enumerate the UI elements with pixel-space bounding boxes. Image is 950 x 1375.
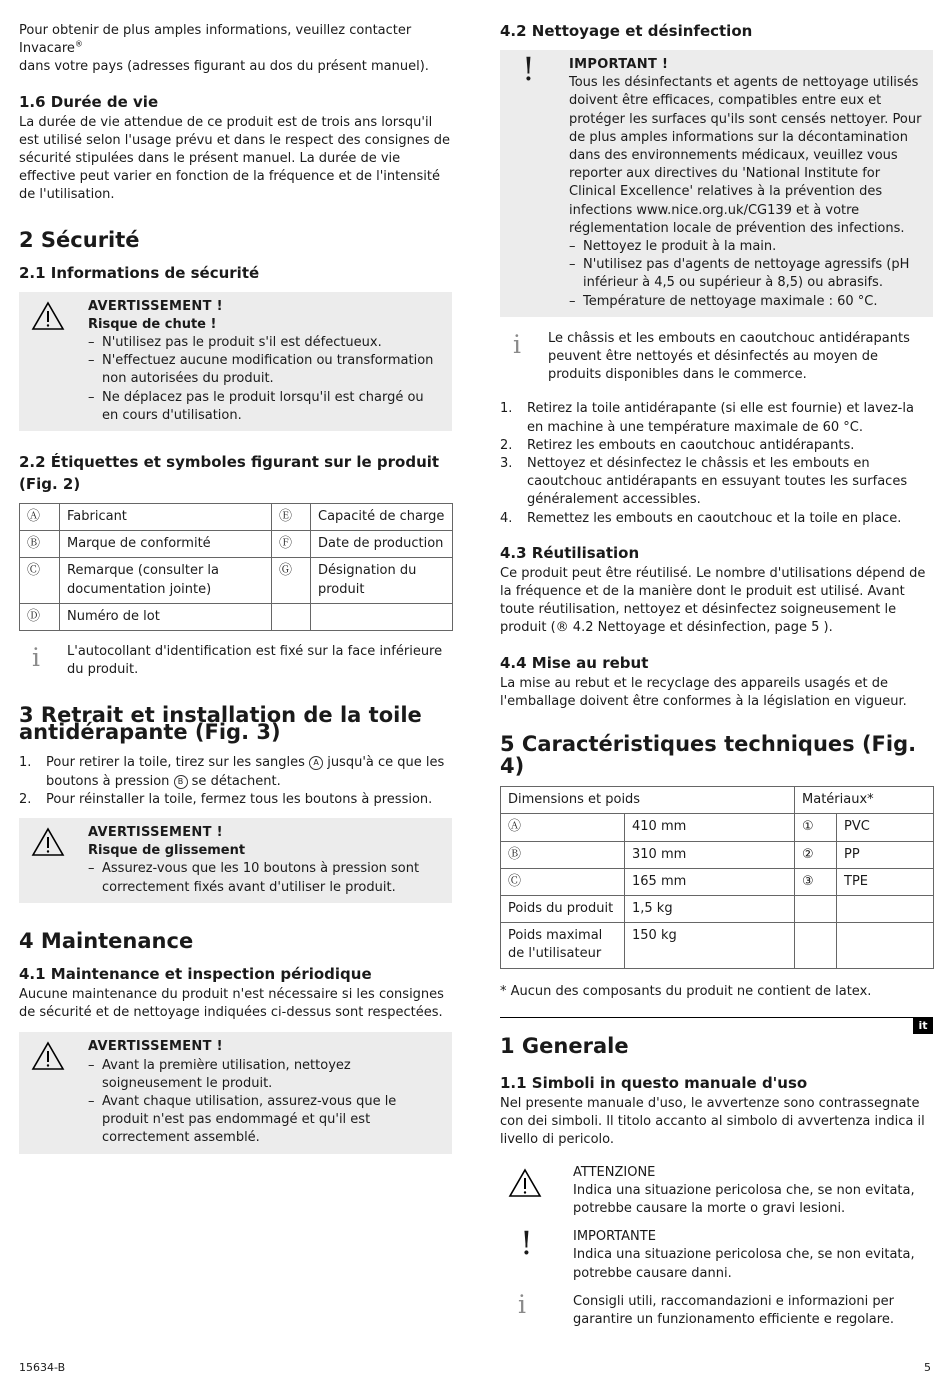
info-note-text: Le châssis et les embouts en caoutchouc antidérapants peuvent être nettoyés et désinfectés au moyen de produits disponibles dans le commerce. [548, 330, 910, 383]
section-4-2-heading: 4.2 Nettoyage et désinfection [500, 22, 753, 40]
table-cell: Ⓕ [272, 531, 311, 558]
important-title: IMPORTANT ! [569, 57, 669, 72]
technical-data-table [500, 786, 934, 968]
section-2-1-heading: 2.1 Informations de sécurité [19, 263, 260, 282]
table-header-row [501, 787, 934, 814]
table-row [20, 603, 453, 630]
warning-triangle-icon [31, 301, 65, 331]
list-item: – Assurez-vous que les 10 boutons à pression sont correctement fixés avant d'utiliser le produit. [88, 860, 442, 896]
important-text: Tous les désinfectants et agents de nettoyage utilisés doivent être efficaces, compatibles entre eux et protéger les surfaces qu'ils sont censés nettoyer. Pour de plus amples informations sur la décontamination dans des environnements médicaux, veuillez vous reporter aux directives du 'National Institute for Clinical Excellence' relatives à la prévention des infections www.nice.org.uk/CG139 et à votre réglementation locale de prévention des infections. [569, 75, 922, 236]
info-icon: i [32, 643, 40, 673]
table-cell: Ⓑ [20, 531, 60, 558]
table-cell [311, 603, 453, 630]
callout-marker: A [309, 756, 323, 770]
info-note-text: L'autocollant d'identification est fixé sur la face inférieure du produit. [67, 644, 443, 678]
table-cell [272, 603, 311, 630]
table-cell: ② [795, 841, 837, 868]
warning-box-maintenance [19, 1032, 452, 1153]
it-section-1-heading: 1 Generale [500, 1034, 629, 1058]
table-row [501, 868, 934, 895]
left-column [19, 22, 452, 1154]
section-4-1-text: Aucune maintenance du produit n'est nécessaire si les consignes de sécurité et de nettoyage indiquées ci-dessus sont respectées. [19, 986, 444, 1021]
table-cell: Ⓒ [20, 558, 60, 603]
symbol-label: ATTENZIONE [573, 1164, 656, 1180]
registered-mark: ® [74, 39, 83, 49]
table-cell: Remarque (consulter la documentation jointe) [60, 558, 272, 603]
it-symbol-warning [500, 1164, 933, 1219]
table-cell: Ⓓ [20, 603, 60, 630]
info-note-cleaning [500, 330, 933, 385]
list-item: 2. Retirez les embouts en caoutchouc antidérapants. [500, 437, 855, 453]
list-item: – Avant chaque utilisation, assurez-vous que le produit n'est pas endommagé et qu'il est correctement assemblé. [88, 1093, 442, 1148]
it-section-1-1-heading: 1.1 Simboli in questo manuale d'uso [500, 1074, 808, 1092]
table-cell: Fabricant [60, 504, 272, 531]
table-cell: 165 mm [625, 868, 795, 895]
list-item: 2. Pour réinstaller la toile, fermez tous les boutons à pression. [19, 791, 433, 807]
table-cell: Marque de conformité [60, 531, 272, 558]
page-number: 5 [924, 1361, 931, 1374]
warning-list [88, 1057, 442, 1148]
info-note-label [19, 643, 452, 679]
warning-list [88, 334, 442, 425]
table-cell: Date de production [311, 531, 453, 558]
table-cell: Désignation du produit [311, 558, 453, 603]
exclamation-icon: ! [520, 1224, 533, 1263]
it-symbol-info [500, 1289, 933, 1329]
cleaning-steps [500, 400, 933, 527]
table-row [20, 504, 453, 531]
warning-box-fall [19, 292, 452, 431]
list-item: – Ne déplacez pas le produit lorsqu'il est chargé ou en cours d'utilisation. [88, 389, 442, 425]
section-2-2-heading: 2.2 Étiquettes et symboles figurant sur le produit (Fig. 2) [19, 453, 440, 494]
table-cell [795, 923, 837, 968]
latex-note: * Aucun des composants du produit ne contient de latex. [500, 983, 872, 999]
list-item: – Avant la première utilisation, nettoyez soigneusement le produit. [88, 1057, 442, 1093]
section-4-1-heading: 4.1 Maintenance et inspection périodique [19, 964, 372, 983]
symbol-text: Indica una situazione pericolosa che, se non evitata, potrebbe causare la morte o gravi lesioni. [573, 1182, 915, 1217]
list-item: 1. Pour retirer la toile, tirez sur les sangles A jusqu'à ce que les boutons à pression B se détachent. [19, 755, 445, 789]
warning-triangle-icon [31, 1041, 65, 1071]
table-cell: Ⓐ [20, 504, 60, 531]
important-box [500, 50, 933, 317]
table-row [501, 923, 934, 968]
table-row [20, 558, 453, 603]
list-item: – Température de nettoyage maximale : 60 °C. [569, 293, 923, 311]
warning-box-slip [19, 818, 452, 903]
section-4-heading: 4 Maintenance [19, 928, 194, 953]
table-row [501, 814, 934, 841]
section-4-4-heading: 4.4 Mise au rebut [500, 653, 649, 672]
document-code: 15634-B [19, 1361, 66, 1374]
table-row [20, 531, 453, 558]
warning-triangle-icon [508, 1168, 542, 1198]
right-column [500, 22, 933, 1001]
section-5-heading: 5 Caractéristiques techniques (Fig. 4) [500, 732, 917, 779]
section-4-3-heading: 4.3 Réutilisation [500, 543, 640, 562]
info-icon: i [518, 1289, 526, 1319]
table-cell: ③ [795, 868, 837, 895]
table-row [501, 895, 934, 922]
warning-title: AVERTISSEMENT ! [88, 1039, 223, 1055]
table-cell: Capacité de charge [311, 504, 453, 531]
table-cell: PVC [837, 814, 934, 841]
symbol-text: Indica una situazione pericolosa che, se non evitata, potrebbe causare danni. [573, 1247, 915, 1281]
table-cell: Ⓒ [501, 868, 625, 895]
list-item: 3. Nettoyez et désinfectez le châssis et les embouts en caoutchouc antidérapants en essuyant toutes les surfaces généralement accessibles. [500, 456, 908, 508]
info-icon: i [513, 329, 521, 359]
table-cell: Ⓖ [272, 558, 311, 603]
table-cell: PP [837, 841, 934, 868]
section-1-6-heading: 1.6 Durée de vie [19, 92, 159, 111]
warning-title: AVERTISSEMENT ! [88, 298, 223, 314]
section-4-3-text: Ce produit peut être réutilisé. Le nombre d'utilisations dépend de la fréquence et de la manière dont le produit est utilisé. Avant toute réutilisation, nettoyez et désinfectez soigneusement le produit (® 4.2 Nettoyage et désinfection, page 5 ). [500, 565, 926, 636]
warning-title: AVERTISSEMENT ! [88, 825, 223, 841]
important-exclamation-icon: ! [522, 50, 535, 88]
symbol-text: Consigli utili, raccomandazioni e informazioni per garantire un funzionamento efficiente e regolare. [573, 1293, 894, 1328]
section-4-4-text: La mise au rebut et le recyclage des appareils usagés et de l'emballage doivent être conformes à la législation en vigueur. [500, 675, 907, 709]
warning-list [88, 860, 442, 896]
list-item: – N'utilisez pas le produit s'il est défectueux. [88, 334, 442, 352]
language-badge: it [913, 1017, 933, 1034]
table-cell: 410 mm [625, 814, 795, 841]
table-cell: Poids maximal de l'utilisateur [501, 923, 625, 968]
table-cell: Ⓔ [272, 504, 311, 531]
table-cell: 310 mm [625, 841, 795, 868]
section-1-6-text: La durée de vie attendue de ce produit est de trois ans lorsqu'il est utilisé selon l'usage prévu et dans le respect des consignes de sécurité stipulées dans le présent manuel. La durée de vie effective peut varier en fonction de la fréquence et de l'intensité de l'utilisation. [19, 114, 451, 203]
intro-paragraph: Pour obtenir de plus amples informations, veuillez contacter Invacare® dans votre pays (adresses figurant au dos du présent manuel). [19, 23, 429, 75]
section-3-steps [19, 754, 452, 809]
list-item: 4. Remettez les embouts en caoutchouc et la toile en place. [500, 510, 902, 526]
list-item: – Nettoyez le produit à la main. [569, 238, 923, 256]
it-symbol-important [500, 1224, 933, 1283]
list-item: – N'utilisez pas d'agents de nettoyage agressifs (pH inférieur à 4,5 ou supérieur à 8,5) ou abrasifs. [569, 256, 923, 292]
table-header-cell: Matériaux* [795, 787, 934, 814]
list-item: 1. Retirez la toile antidérapante (si elle est fournie) et lavez-la en machine à une température maximale de 60 °C. [500, 401, 914, 435]
table-cell [837, 895, 934, 922]
important-list [569, 238, 923, 311]
section-2-heading: 2 Sécurité [19, 227, 140, 252]
table-header-cell: Dimensions et poids [501, 787, 795, 814]
italian-section [500, 1035, 933, 1329]
callout-marker: B [174, 775, 188, 789]
table-row [501, 841, 934, 868]
table-cell [837, 923, 934, 968]
labels-table [19, 503, 453, 631]
table-cell: 1,5 kg [625, 895, 795, 922]
table-cell: Ⓑ [501, 841, 625, 868]
warning-subtitle: Risque de chute ! [88, 316, 217, 332]
table-cell: TPE [837, 868, 934, 895]
warning-subtitle: Risque de glissement [88, 843, 246, 859]
section-3-heading: 3 Retrait et installation de la toile antidérapante (Fig. 3) [19, 703, 422, 745]
list-item: – N'effectuez aucune modification ou transformation non autorisées du produit. [88, 352, 442, 388]
table-cell: Ⓐ [501, 814, 625, 841]
table-cell: Numéro de lot [60, 603, 272, 630]
it-section-1-1-text: Nel presente manuale d'uso, le avvertenze sono contrassegnate con dei simboli. Il titolo accanto al simbolo di avvertenza indica il livello di pericolo. [500, 1096, 925, 1148]
language-divider [500, 1017, 933, 1018]
symbol-label: IMPORTANTE [573, 1229, 656, 1245]
table-cell [795, 895, 837, 922]
warning-triangle-icon [31, 827, 65, 857]
table-cell: ① [795, 814, 837, 841]
table-cell: Poids du produit [501, 895, 625, 922]
table-cell: 150 kg [625, 923, 795, 968]
